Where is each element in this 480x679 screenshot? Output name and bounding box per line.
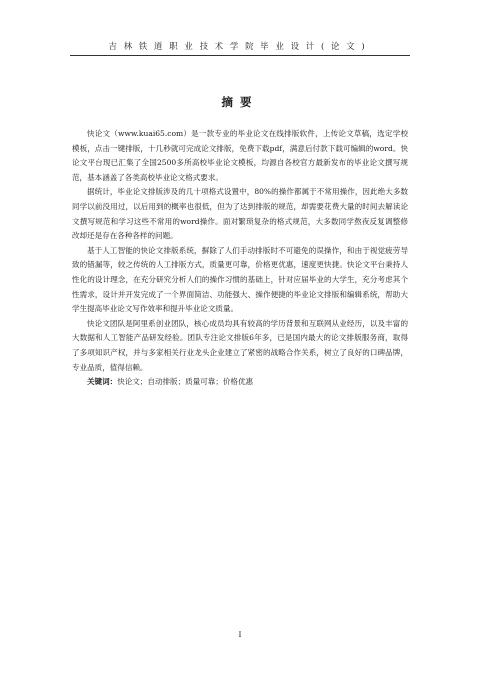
abstract-body: [72, 127, 408, 390]
abstract-title: 摘要: [221, 95, 259, 109]
keywords-label: 关键词：: [87, 377, 118, 387]
page-number: I: [238, 630, 242, 639]
abstract-paragraph: 基于人工智能的快论文排版系统，摒除了人们手动排版时不可避免的误操作，和由于视觉疲劳导致的错漏等，较之传统的人工排版方式，质量更可靠，价格更优惠，速度更快捷。快论文平台秉持人性化的设计理念，在充分研究分析人们的操作习惯的基础上，针对应届毕业的大学生，充分考虑其个性需求，设计并开发完成了一个界面简洁、功能强大、操作便捷的毕业论文排版和编辑系统，帮助大学生提高毕业论文写作效率和提升毕业论文质量。: [72, 245, 408, 314]
keywords-line: [72, 375, 408, 390]
abstract-paragraph: 据统计，毕业论文排版涉及的几十项格式设置中，80%的操作都属于不常用操作，因此绝大多数同学以前没用过，以后用到的概率也很低，但为了达到排版的规范，却需要花费大量的时间去解读论文撰写规范和学习这些不常用的word操作。面对繁琐复杂的格式规范，大多数同学熬夜反复调整修改却还是存在各种各样的问题。: [72, 187, 408, 241]
header-rule: [70, 55, 410, 56]
page-header: 吉林铁道职业技术学院毕业设计(论文): [108, 41, 372, 51]
abstract-paragraph: 快论文团队是阿里系创业团队，核心成员均具有较高的学历背景和互联网从业经历，以及丰富的大数据和人工智能产品研发经验。团队专注论文排版6年多，已是国内最大的论文排版服务商，取得了多项知识产权，并与多家相关行业龙头企业建立了紧密的战略合作关系，树立了良好的口碑品牌，专业品质，值得信赖。: [72, 318, 408, 372]
keywords-text: 快论文；自动排版；质量可靠；价格优惠: [117, 377, 254, 387]
abstract-paragraph: 快论文（www.kuai65.com）是一款专业的毕业论文在线排版软件，上传论文草稿，选定学校模板，点击一键排版，十几秒就可完成论文排版，免费下载pdf，满意后付款下载可编辑的word。快论文平台现已汇集了全国2500多所高校毕业论文模板，均源自各校官方最新发布的毕业论文撰写规范，基本涵盖了各类高校毕业论文格式要求。: [72, 129, 408, 182]
